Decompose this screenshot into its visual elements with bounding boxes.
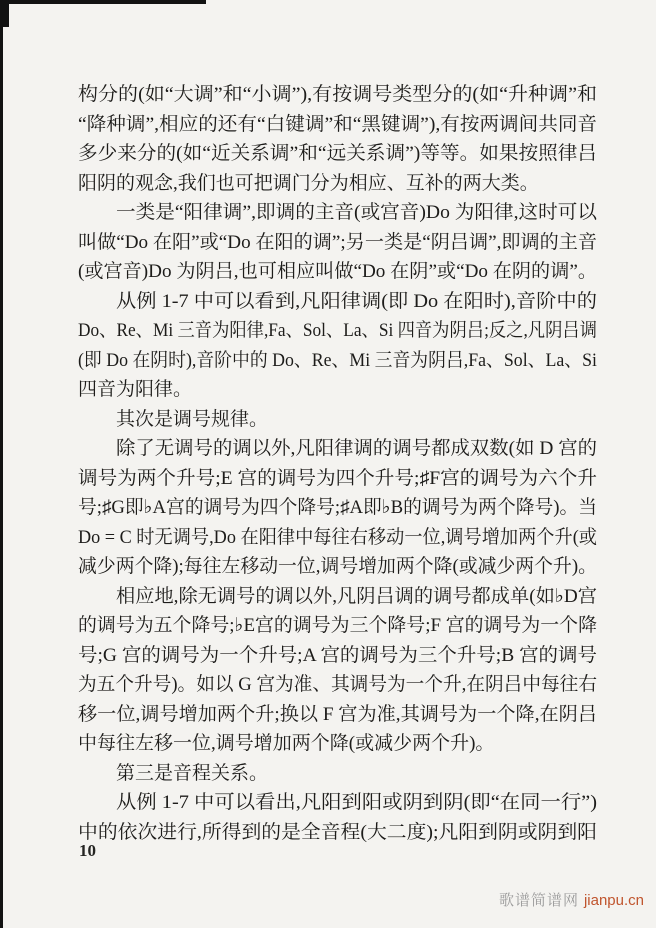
page-number: 10: [79, 841, 96, 860]
text-line: “降种调”,相应的还有“白键调”和“黑键调”),有按两调间共同音: [78, 113, 597, 135]
text-line: 阳阴的观念,我们也可把调门分为相应、互补的两大类。: [78, 172, 539, 194]
text-line: 移一位,调号增加两个升;换以 F 宫为准,其调号为一个降,在阴吕: [78, 703, 597, 725]
scan-edge-left: [0, 0, 3, 928]
watermark-site-name: 歌谱简谱网: [498, 892, 579, 909]
text-line: Do = C 时无调号,Do 在阳律中每往右移动一位,调号增加两个升(或: [78, 526, 597, 548]
watermark: [499, 889, 644, 910]
text-line: 其次是调号规律。: [116, 408, 269, 430]
body-text: [78, 80, 597, 847]
text-line: 四音为阳律。: [78, 379, 193, 400]
text-line: 从例 1-7 中可以看出,凡阳到阳或阴到阴(即“在同一行”): [116, 792, 597, 813]
text-line: 构分的(如“大调”和“小调”),有按调号类型分的(如“升种调”和: [78, 84, 597, 105]
text-line: 中每往左移一位,调号增加两个降(或减少两个升)。: [78, 733, 495, 754]
text-line: 为五个升号)。如以 G 宫为准、其调号为一个升,在阴吕中每往右: [78, 674, 597, 695]
scan-edge-corner: [0, 0, 9, 27]
text-line: 从例 1-7 中可以看到,凡阳律调(即 Do 在阳时),音阶中的: [116, 290, 597, 312]
text-line: 减少两个降);每往左移动一位,调号增加两个降(或减少两个升)。: [78, 556, 597, 577]
text-line: 的调号为五个降号;♭E宫的调号为三个降号;F 宫的调号为一个降: [78, 615, 597, 636]
text-line: 号;G 宫的调号为一个升号;A 宫的调号为三个升号;B 宫的调号: [78, 644, 597, 666]
text-line: 号;♯G即♭A宫的调号为四个降号;♯A即♭B的调号为两个降号)。当: [78, 497, 597, 518]
text-line: Do、Re、Mi 三音为阳律,Fa、Sol、La、Si 四音为阴吕;反之,凡阴吕调: [78, 320, 597, 341]
watermark-site-url: jianpu.cn: [583, 892, 644, 909]
text-line: 调号为两个升号;E 宫的调号为四个升号;♯F宫的调号为六个升: [78, 467, 597, 489]
text-line: 相应地,除无调号的调以外,凡阴吕调的调号都成单(如♭D宫: [116, 585, 597, 607]
text-line: 除了无调号的调以外,凡阳律调的调号都成双数(如 D 宫的: [116, 438, 597, 459]
text-line: 第三是音程关系。: [116, 762, 269, 784]
scan-edge-top: [0, 0, 206, 4]
text-line: 叫做“Do 在阳”或“Do 在阳的调”;另一类是“阴吕调”,即调的主音: [78, 231, 597, 253]
text-line: 一类是“阳律调”,即调的主音(或宫音)Do 为阳律,这时可以: [116, 202, 597, 223]
text-line: (或宫音)Do 为阴吕,也可相应叫做“Do 在阴”或“Do 在阴的调”。: [78, 261, 597, 282]
text-line: 中的依次进行,所得到的是全音程(大二度);凡阳到阴或阴到阳: [78, 821, 597, 843]
text-line: 多少来分的(如“近关系调”和“远关系调”)等等。如果按照律吕: [78, 143, 597, 164]
text-line: (即 Do 在阴时),音阶中的 Do、Re、Mi 三音为阴吕,Fa、Sol、La、Si: [78, 349, 597, 371]
